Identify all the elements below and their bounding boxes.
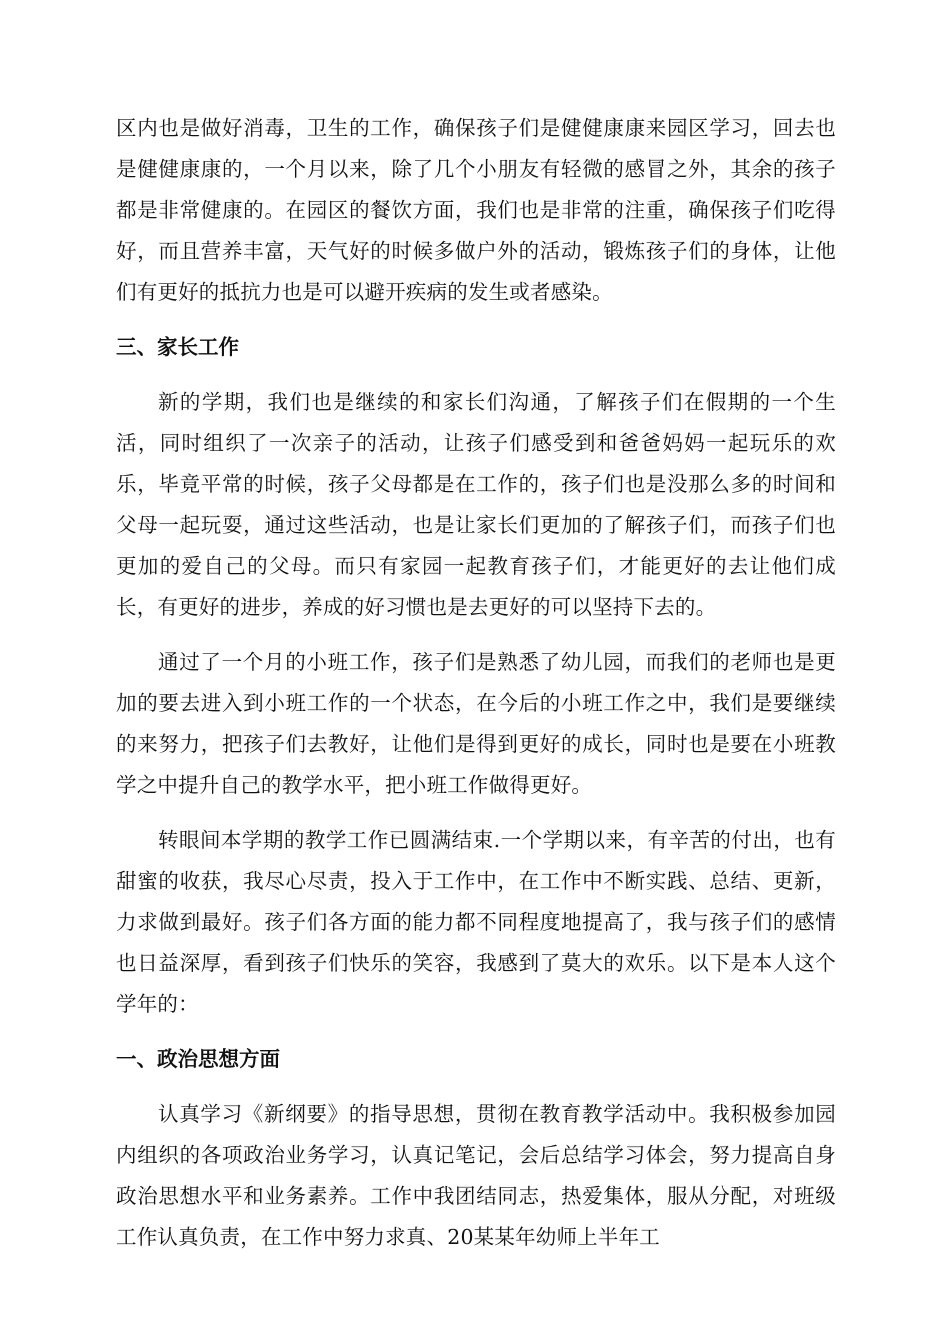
section-heading-political-thought: 一、政治思想方面 [116,1047,280,1071]
document-body [116,108,836,1258]
paragraph-small-class-work: 通过了一个月的小班工作，孩子们是熟悉了幼儿园，而我们的老师也是更加的要去进入到小班工作的一个状态，在今后的小班工作之中，我们是要继续的来努力，把孩子们去教好，让他们是得到更好的成长，同时也是要在小班教学之中提升自己的教学水平，把小班工作做得更好。 [116,650,836,797]
paragraph-health-hygiene: 区内也是做好消毒，卫生的工作，确保孩子们是健健康康来园区学习，回去也是健健康康的，一个月以来，除了几个小朋友有轻微的感冒之外，其余的孩子都是非常健康的。在园区的餐饮方面，我们也是非常的注重，确保孩子们吃得好，而且营养丰富，天气好的时候多做户外的活动，锻炼孩子们的身体，让他们有更好的抵抗力也是可以避开疾病的发生或者感染。 [116,116,836,304]
paragraph-political-study: 认真学习《新纲要》的指导思想，贯彻在教育教学活动中。我积极参加园内组织的各项政治业务学习，认真记笔记，会后总结学习体会，努力提高自身政治思想水平和业务素养。工作中我团结同志，热爱集体，服从分配，对班级工作认真负责，在工作中努力求真、20某某年幼师上半年工 [116,1102,836,1249]
paragraph-semester-summary: 转眼间本学期的教学工作已圆满结束.一个学期以来，有辛苦的付出，也有甜蜜的收获，我尽心尽责，投入于工作中，在工作中不断实践、总结、更新，力求做到最好。孩子们各方面的能力都不同程度地提高了，我与孩子们的感情也日益深厚，看到孩子们快乐的笑容，我感到了莫大的欢乐。以下是本人这个学年的： [116,828,836,1016]
paragraph-parent-communication: 新的学期，我们也是继续的和家长们沟通，了解孩子们在假期的一个生活，同时组织了一次亲子的活动，让孩子们感受到和爸爸妈妈一起玩乐的欢乐，毕竟平常的时候，孩子父母都是在工作的，孩子们也是没那么多的时间和父母一起玩耍，通过这些活动，也是让家长们更加的了解孩子们，而孩子们也更加的爱自己的父母。而只有家园一起教育孩子们，才能更好的去让他们成长，有更好的进步，养成的好习惯也是去更好的可以坚持下去的。 [116,390,836,619]
section-heading-parent-work: 三、家长工作 [116,335,239,359]
